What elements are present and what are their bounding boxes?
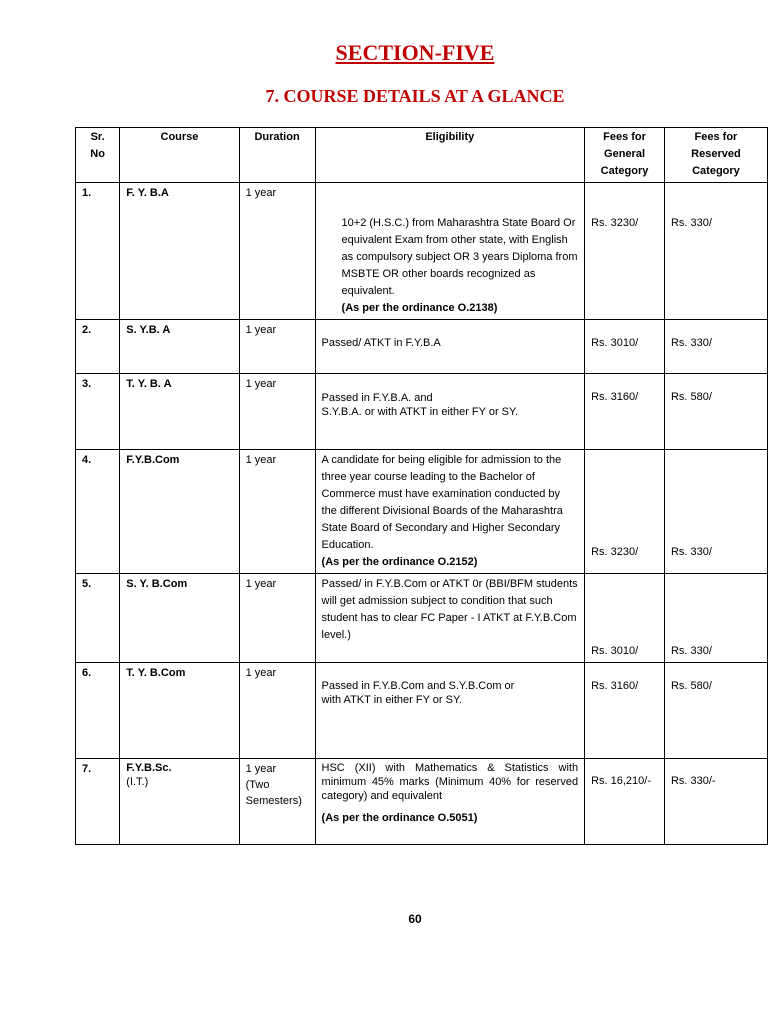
eligibility-text: 10+2 (H.S.C.) from Maharashtra State Board Or equivalent Exam from other state, with English as compulsory subject OR 3 years Diploma from MSBTE OR other boards recognized as equivalent. <box>341 217 578 297</box>
fees-reserved-cell: Rs. 580/ <box>664 374 767 450</box>
eligibility-line: with ATKT in either FY or SY. <box>321 694 462 706</box>
header-fees-general: Fees for General Category <box>585 128 665 183</box>
sr-no-cell: 5. <box>76 574 120 663</box>
header-eligibility: Eligibility <box>315 128 585 183</box>
course-name: F.Y.B.Sc. <box>126 762 172 774</box>
table-row <box>76 759 768 845</box>
fees-general-cell: Rs. 3010/ <box>585 320 665 374</box>
sr-no-cell: 2. <box>76 320 120 374</box>
table-header-row <box>76 128 768 183</box>
fees-general-cell <box>585 574 665 663</box>
header-sr-no: Sr. No <box>76 128 120 183</box>
eligibility-cell <box>315 183 585 320</box>
eligibility-line: Passed in F.Y.B.A. and <box>321 392 433 404</box>
fees-reserved-cell <box>664 574 767 663</box>
fees-general-cell <box>585 450 665 574</box>
duration-text: 1 year <box>245 763 277 775</box>
table-row <box>76 450 768 574</box>
fees-reserved-cell <box>664 450 767 574</box>
duration-cell: 1 year <box>239 450 315 574</box>
ordinance-text: (As per the ordinance O.5051) <box>321 812 478 824</box>
course-subtitle: (I.T.) <box>126 776 149 788</box>
sr-no-cell: 1. <box>76 183 120 320</box>
fees-reserved-cell: Rs. 330/ <box>664 183 767 320</box>
fee-value: Rs. 3010/ <box>591 645 639 657</box>
course-cell <box>120 759 239 845</box>
course-details-table <box>75 127 768 845</box>
table-row <box>76 574 768 663</box>
fees-general-cell: Rs. 3230/ <box>585 183 665 320</box>
eligibility-text: A candidate for being eligible for admission to the three year course leading to the Bachelor of Commerce must have examination conducted by the different Divisional Boards of the Maharashtra State Board of Secondary and Higher Secondary Education. <box>321 454 563 551</box>
course-cell: T. Y. B.Com <box>120 663 239 759</box>
duration-cell: 1 year <box>239 320 315 374</box>
eligibility-cell <box>315 374 585 450</box>
table-row <box>76 663 768 759</box>
eligibility-cell: Passed/ in F.Y.B.Com or ATKT 0r (BBI/BFM students will get admission subject to condition that such student has to clear FC Paper - I ATKT at F.Y.B.Com level.) <box>315 574 585 663</box>
sr-no-cell: 4. <box>76 450 120 574</box>
eligibility-cell <box>315 759 585 845</box>
sr-no-cell: 3. <box>76 374 120 450</box>
duration-cell: 1 year <box>239 183 315 320</box>
eligibility-text: HSC (XII) with Mathematics & Statistics with minimum 45% marks (Minimum 40% for reserved category) and equivalent <box>321 762 579 802</box>
section-title: SECTION-FIVE <box>335 40 495 65</box>
fees-reserved-cell: Rs. 580/ <box>664 663 767 759</box>
fees-general-cell: Rs. 3160/ <box>585 663 665 759</box>
duration-subtext: Semesters) <box>245 795 302 807</box>
eligibility-cell: Passed/ ATKT in F.Y.B.A <box>315 320 585 374</box>
fees-general-cell: Rs. 3160/ <box>585 374 665 450</box>
eligibility-line: S.Y.B.A. or with ATKT in either FY or SY. <box>321 406 518 418</box>
course-details-title: 7. COURSE DETAILS AT A GLANCE <box>265 86 565 106</box>
header-course: Course <box>120 128 239 183</box>
duration-cell: 1 year <box>239 374 315 450</box>
ordinance-text: (As per the ordinance O.2152) <box>321 556 478 568</box>
header-fees-reserved-text: Fees for Reserved Category <box>691 131 741 177</box>
sr-no-cell: 6. <box>76 663 120 759</box>
duration-subtext: (Two <box>245 779 270 791</box>
duration-cell: 1 year <box>239 574 315 663</box>
course-cell: T. Y. B. A <box>120 374 239 450</box>
eligibility-cell <box>315 450 585 574</box>
table-row <box>76 183 768 320</box>
duration-cell <box>239 759 315 845</box>
ordinance-text: (As per the ordinance O.2138) <box>341 302 498 314</box>
course-cell: F. Y. B.A <box>120 183 239 320</box>
table-row <box>76 320 768 374</box>
header-duration: Duration <box>239 128 315 183</box>
page-number: 60 <box>408 912 422 926</box>
fee-value: Rs. 3230/ <box>591 546 639 558</box>
fees-general-cell: Rs. 16,210/- <box>585 759 665 845</box>
fees-reserved-cell: Rs. 330/- <box>664 759 767 845</box>
course-cell: S. Y.B. A <box>120 320 239 374</box>
duration-cell: 1 year <box>239 663 315 759</box>
eligibility-cell <box>315 663 585 759</box>
fee-value: Rs. 330/ <box>670 546 712 558</box>
sr-no-cell: 7. <box>76 759 120 845</box>
course-cell: S. Y. B.Com <box>120 574 239 663</box>
course-cell: F.Y.B.Com <box>120 450 239 574</box>
table-row <box>76 374 768 450</box>
fee-value: Rs. 330/ <box>670 645 712 657</box>
eligibility-line: Passed in F.Y.B.Com and S.Y.B.Com or <box>321 680 515 692</box>
fees-reserved-cell: Rs. 330/ <box>664 320 767 374</box>
header-fees-reserved <box>664 128 767 183</box>
